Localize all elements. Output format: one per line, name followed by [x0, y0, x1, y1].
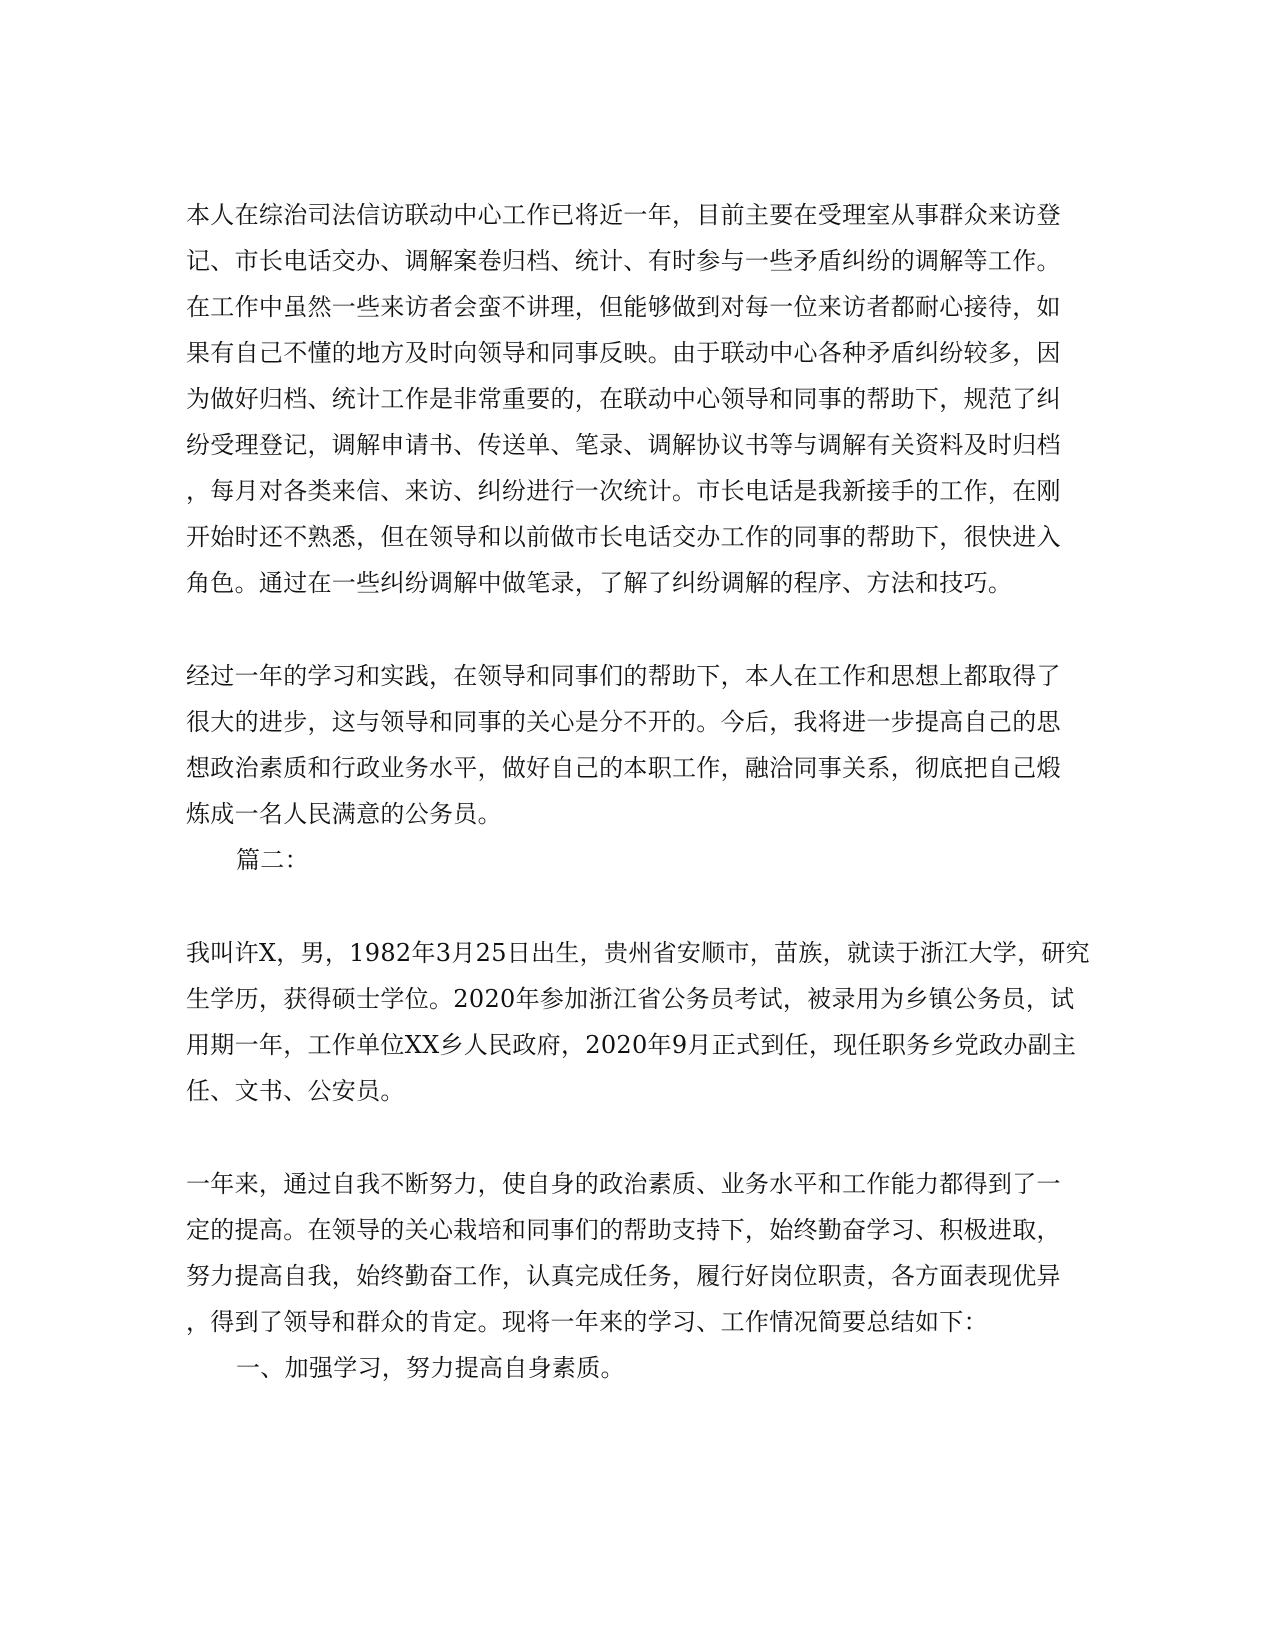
paragraph-line: 用期一年，工作单位XX乡人民政府，2020年9月正式到任，现任职务乡党政办副主	[186, 1031, 1077, 1059]
paragraph-line: 开始时还不熟悉，但在领导和以前做市长电话交办工作的同事的帮助下，很快进入	[186, 523, 1061, 551]
section-heading: 篇二：	[236, 846, 309, 874]
paragraph-line: 我叫许X，男，1982年3月25日出生，贵州省安顺市，苗族，就读于浙江大学，研究	[186, 939, 1090, 967]
paragraph-line: 生学历，获得硕士学位。2020年参加浙江省公务员考试，被录用为乡镇公务员，试	[186, 985, 1075, 1013]
paragraph-line: 任、文书、公安员。	[186, 1077, 405, 1105]
paragraph-line: 很大的进步，这与领导和同事的关心是分不开的。今后，我将进一步提高自己的思	[186, 708, 1061, 736]
paragraph-line: 本人在综治司法信访联动中心工作已将近一年，目前主要在受理室从事群众来访登	[186, 201, 1061, 229]
paragraph-line: 经过一年的学习和实践，在领导和同事们的帮助下，本人在工作和思想上都取得了	[186, 662, 1061, 690]
subsection-heading: 一、加强学习，努力提高自身素质。	[236, 1354, 625, 1382]
paragraph-line: 定的提高。在领导的关心栽培和同事们的帮助支持下，始终勤奋学习、积极进取，	[186, 1216, 1061, 1244]
paragraph-line: 在工作中虽然一些来访者会蛮不讲理，但能够做到对每一位来访者都耐心接待，如	[186, 293, 1061, 321]
paragraph-line: ，每月对各类来信、来访、纠纷进行一次统计。市长电话是我新接手的工作，在刚	[186, 477, 1061, 505]
paragraph-line: 炼成一名人民满意的公务员。	[186, 800, 502, 828]
paragraph-line: 一年来，通过自我不断努力，使自身的政治素质、业务水平和工作能力都得到了一	[186, 1170, 1061, 1198]
paragraph-line: 为做好归档、统计工作是非常重要的，在联动中心领导和同事的帮助下，规范了纠	[186, 385, 1061, 413]
paragraph-line: 角色。通过在一些纠纷调解中做笔录，了解了纠纷调解的程序、方法和技巧。	[186, 569, 1013, 597]
paragraph-line: 努力提高自我，始终勤奋工作，认真完成任务，履行好岗位职责，各方面表现优异	[186, 1262, 1061, 1290]
paragraph-line: 果有自己不懂的地方及时向领导和同事反映。由于联动中心各种矛盾纠纷较多，因	[186, 339, 1061, 367]
paragraph-line: 记、市长电话交办、调解案卷归档、统计、有时参与一些矛盾纠纷的调解等工作。	[186, 247, 1061, 275]
paragraph-line: 想政治素质和行政业务水平，做好自己的本职工作，融洽同事关系，彻底把自己煅	[186, 754, 1061, 782]
paragraph-line: 纷受理登记，调解申请书、传送单、笔录、调解协议书等与调解有关资料及时归档	[186, 431, 1061, 459]
paragraph-line: ，得到了领导和群众的肯定。现将一年来的学习、工作情况简要总结如下：	[186, 1308, 988, 1336]
